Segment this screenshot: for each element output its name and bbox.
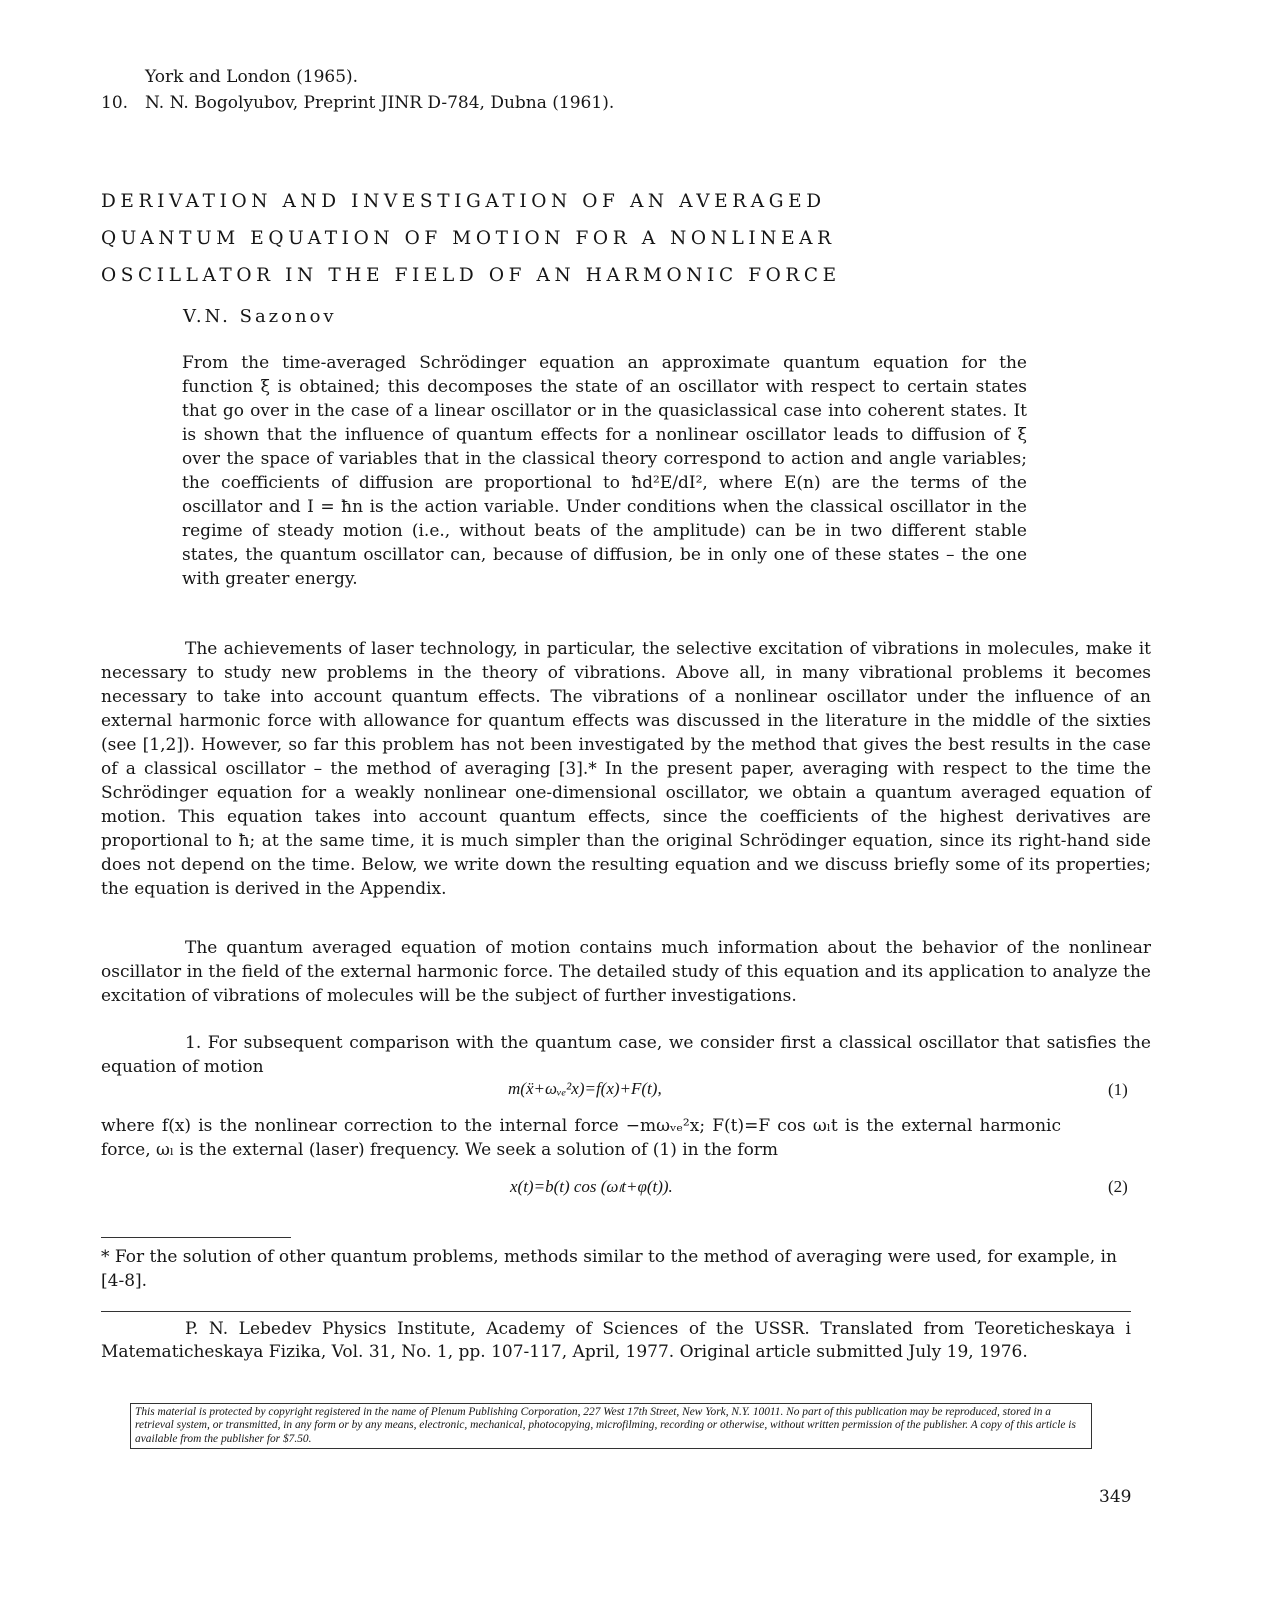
affiliation-divider [101,1311,1131,1312]
body-paragraph: 1. For subsequent comparison with the quantum case, we consider first a classical oscillator that satisfies the equation of motion [101,1033,1151,1077]
equation-number: (1) [1108,1080,1128,1099]
reference-item [145,64,358,90]
abstract: From the time-averaged Schrödinger equation an approximate quantum equation for the function ξ is obtained; this decomposes the state of an oscillator with respect to certain states that go over in the case of a linear oscillator or in the quasiclassical case into coherent states. It is shown that the influence of quantum effects for a nonlinear oscillator leads to diffusion of ξ over the space of variables that in the classical theory correspond to action and angle variables; the coefficients of diffusion are proportional to ħd²E/dI², where E(n) are the terms of the oscillator and I = ħn is the action variable. Under conditions when the classical oscillator in the regime of steady motion (i.e., without beats of the amplitude) can be in two different stable states, the quantum oscillator can, because of diffusion, be in only one of these states – the one with greater energy. [182,353,1027,589]
reference-text: N. N. Bogolyubov, Preprint JINR D-784, Dubna (1961). [145,93,615,113]
equation-2: x(t)=b(t) cos (ωₗt+φ(t)). [510,1177,673,1196]
footnote-divider [101,1237,291,1238]
reference-number: 10. [101,93,129,113]
article-title [101,183,841,294]
footnote: * For the solution of other quantum problems, methods similar to the method of averaging were used, for example, in [4-8]. [101,1247,1117,1291]
page-number: 349 [1099,1487,1132,1507]
title-line: DERIVATION AND INVESTIGATION OF AN AVERAGED [101,191,826,212]
equation-number: (2) [1108,1177,1128,1196]
reference-item [101,90,614,116]
equation-1: m(ẍ+ωᵥₑ²x)=f(x)+F(t), [508,1079,662,1098]
title-line: QUANTUM EQUATION OF MOTION FOR A NONLINEAR [101,228,836,249]
body-paragraph: The achievements of laser technology, in particular, the selective excitation of vibrations in molecules, make it necessary to study new problems in the theory of vibrations. Above all, in many vibrational problems it becomes necessary to take into account quantum effects. The vibrations of a nonlinear oscillator under the influence of an external harmonic force with allowance for quantum effects was discussed in the literature in the middle of the sixties (see [1,2]). However, so far this problem has not been investigated by the method that gives the best results in the case of a classical oscillator – the method of averaging [3].* In the present paper, averaging with respect to the time the Schrödinger equation for a weakly nonlinear one-dimensional oscillator, we obtain a quantum averaged equation of motion. This equation takes into account quantum effects, since the coefficients of the highest derivatives are proportional to ħ; at the same time, it is much simpler than the original Schrödinger equation, since its right-hand side does not depend on the time. Below, we write down the resulting equation and we discuss briefly some of its properties; the equation is derived in the Appendix. [101,639,1151,899]
body-paragraph: The quantum averaged equation of motion contains much information about the behavior of the nonlinear oscillator in the field of the external harmonic force. The detailed study of this equation and its application to analyze the excitation of vibrations of molecules will be the subject of further investigations. [101,938,1151,1006]
author-name: V.N. Sazonov [183,306,337,327]
affiliation-note: P. N. Lebedev Physics Institute, Academy of Sciences of the USSR. Translated from Teoreticheskaya i Matematicheskaya Fizika, Vol. 31, No. 1, pp. 107-117, April, 1977. Original article submitted July 19, 1976. [101,1319,1131,1362]
reference-text: York and London (1965). [145,67,359,87]
copyright-notice: This material is protected by copyright registered in the name of Plenum Publishing Corporation, 227 West 17th Street, New York, N.Y. 10011. No part of this publication may be reproduced, stored in a retrieval system, or transmitted, in any form or by any means, electronic, mechanical, photocopying, microfilming, recording or otherwise, without written permission of the publisher. A copy of this article is available from the publisher for $7.50. [130,1403,1092,1449]
title-line: OSCILLATOR IN THE FIELD OF AN HARMONIC FORCE [101,265,841,286]
body-paragraph: where f(x) is the nonlinear correction to the internal force −mωᵥₑ²x; F(t)=F cos ωₗt is the external harmonic force, ωₗ is the external (laser) frequency. We seek a solution of (1) in the form [101,1116,1061,1160]
